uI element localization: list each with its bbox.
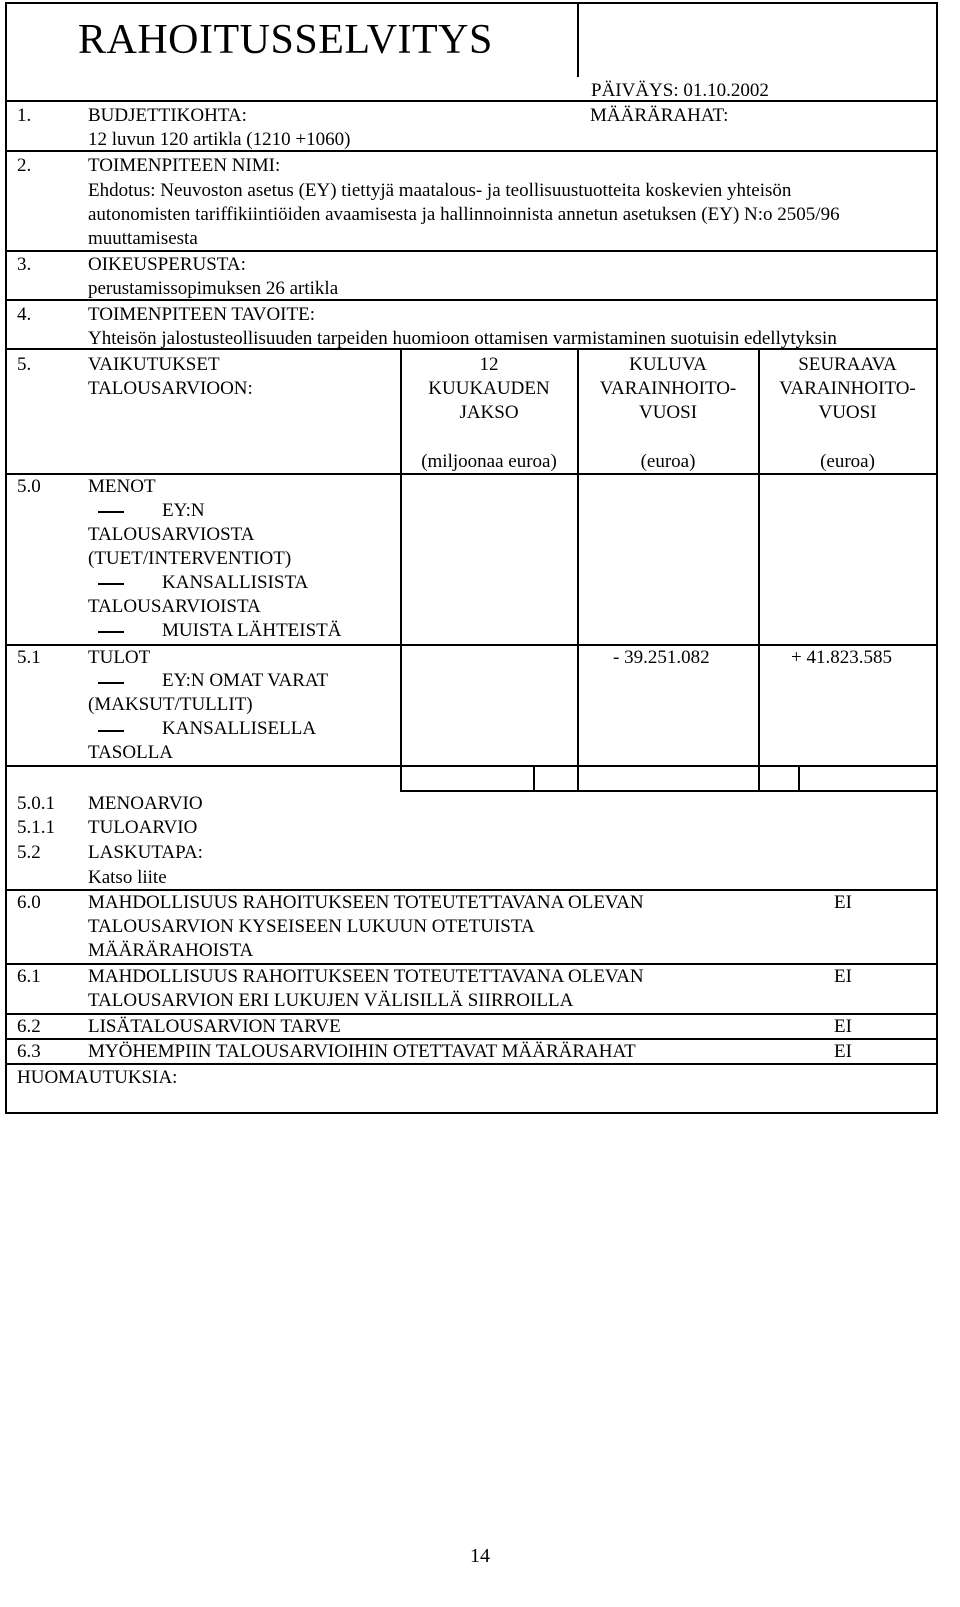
s50-item2-a: KANSALLISISTA [162,572,309,593]
s62-answer: EI [834,1016,852,1037]
s3-value: perustamissopimuksen 26 artikla [88,278,339,299]
s50-item1-c: (TUET/INTERVENTIOT) [88,548,292,569]
col-divider-small-2 [798,765,800,791]
s1-value: 12 luvun 120 artikla (1210 +1060) [88,129,351,150]
s62-number: 6.2 [17,1016,41,1037]
s50-item1-a: EY:N [162,500,205,521]
s51-item2-a: KANSALLISELLA [162,718,317,739]
col2-unit: (euroa) [640,451,696,472]
remarks-label: HUOMAUTUKSIA: [17,1067,178,1088]
s51-label: TULOT [88,647,151,668]
page-number: 14 [470,1545,490,1567]
col1-unit: (miljoonaa euroa) [421,451,557,472]
s1-number: 1. [17,105,32,126]
s4-number: 4. [17,304,32,325]
s63-answer: EI [834,1041,852,1062]
s2-number: 2. [17,155,32,176]
s60-number: 6.0 [17,892,41,913]
s61-answer: EI [834,966,852,987]
s4-label: TOIMENPITEEN TAVOITE: [88,304,315,325]
s61-number: 6.1 [17,966,41,987]
col1-header-2: KUUKAUDEN [428,378,550,399]
outer-border-bottom [5,1112,938,1114]
s50-dash-3 [98,631,124,633]
s50-item1-b: TALOUSARVIOSTA [88,524,255,545]
s2-line2: autonomisten tariffikiintiöiden avaamisesta ja hallinnoinnista annetun asetuksen (EY) N:o 2505/96 [88,204,840,225]
outer-border-right [936,2,938,1114]
s50-item3-a: MUISTA LÄHTEISTÄ [162,620,342,641]
s50-label: MENOT [88,476,156,497]
s5-label-2: TALOUSARVIOON: [88,378,253,399]
s51-number: 5.1 [17,647,41,668]
s511-number: 5.1.1 [17,817,55,838]
s501-number: 5.0.1 [17,793,55,814]
s61-line2: TALOUSARVION ERI LUKUJEN VÄLISILLÄ SIIRROILLA [88,990,574,1011]
s62-label: LISÄTALOUSARVION TARVE [88,1016,341,1037]
s60-answer: EI [834,892,852,913]
s61-line1: MAHDOLLISUUS RAHOITUKSEEN TOTEUTETTAVANA OLEVAN [88,966,644,987]
s50-dash-2 [98,583,124,585]
s1-label: BUDJETTIKOHTA: [88,105,247,126]
s3-label: OIKEUSPERUSTA: [88,254,246,275]
col2-header-1: KULUVA [629,354,707,375]
s511-label: TULOARVIO [88,817,198,838]
s501-label: MENOARVIO [88,793,203,814]
s60-line2: TALOUSARVION KYSEISEEN LUKUUN OTETUISTA [88,916,535,937]
s5-number: 5. [17,354,32,375]
page-title: RAHOITUSSELVITYS [78,17,493,63]
col2-header-2: VARAINHOITO- [599,378,737,399]
s3-number: 3. [17,254,32,275]
rule-title [5,100,938,102]
col1-header-1: 12 [479,354,499,375]
s63-number: 6.3 [17,1041,41,1062]
rule-small-cells [400,790,938,792]
s51-dash-1 [98,682,124,684]
col2-header-3: VUOSI [638,402,698,423]
s60-line3: MÄÄRÄRAHOISTA [88,940,254,961]
s51-dash-2 [98,730,124,732]
s4-value: Yhteisön jalostusteollisuuden tarpeiden huomioon ottamisen varmistaminen suotuisin edellytyksin [88,328,837,349]
s2-line1: Ehdotus: Neuvoston asetus (EY) tiettyjä maatalous- ja teollisuustuotteita koskevien yhteisön [88,180,792,201]
col3-header-2: VARAINHOITO- [779,378,916,399]
s51-item2-b: TASOLLA [88,742,174,763]
date: PÄIVÄYS: 01.10.2002 [591,80,769,101]
outer-border-left [5,2,7,1114]
s51-next-year-value: + 41.823.585 [791,647,892,668]
col3-unit: (euroa) [820,451,875,472]
s51-current-year-value: - 39.251.082 [613,647,710,668]
s52-label: LASKUTAPA: [88,842,203,863]
s51-item1-a: EY:N OMAT VARAT [162,670,329,691]
s50-dash-1 [98,511,124,513]
col3-header-3: VUOSI [818,402,877,423]
s2-line3: muuttamisesta [88,228,198,249]
title-box-divider [577,2,579,77]
s5-label-1: VAIKUTUKSET [88,354,220,375]
s52-number: 5.2 [17,842,41,863]
s50-item2-b: TALOUSARVIOISTA [88,596,261,617]
col3-header-1: SEURAAVA [798,354,897,375]
s51-item1-b: (MAKSUT/TULLIT) [88,694,253,715]
s1-appropriations-label: MÄÄRÄRAHAT: [590,105,729,126]
s63-label: MYÖHEMPIIN TALOUSARVIOIHIN OTETTAVAT MÄÄRÄRAHAT [88,1041,636,1062]
col-divider-small-1 [533,765,535,791]
col1-header-3: JAKSO [459,402,519,423]
s50-number: 5.0 [17,476,41,497]
s60-line1: MAHDOLLISUUS RAHOITUKSEEN TOTEUTETTAVANA OLEVAN [88,892,644,913]
s2-label: TOIMENPITEEN NIMI: [88,155,281,176]
outer-border-top [5,2,938,4]
s52-value: Katso liite [88,867,167,888]
